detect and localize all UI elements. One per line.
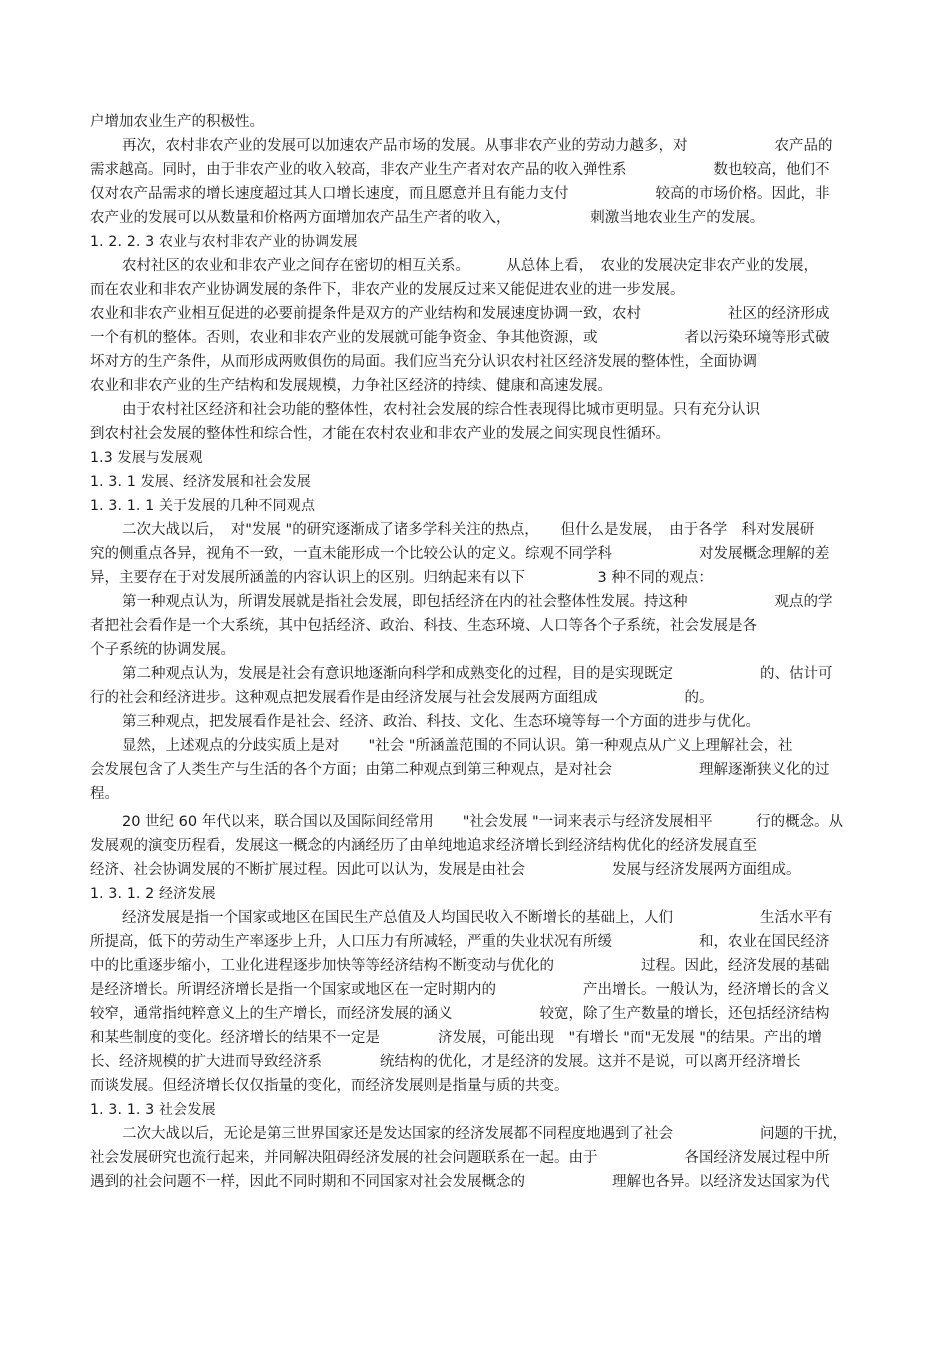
text-line: 异，主要存在于对发展所涵盖的内容认识上的区别。归纳起来有以下 3 种不同的观点： xyxy=(90,570,713,586)
section-heading: 1.3 发展与发展观 xyxy=(90,450,203,466)
text-line: 经济、社会协调发展的不断扩展过程。因此可以认为，发展是由社会 发展与经济发展两方面组成。 xyxy=(90,862,801,878)
text-line: 发展观的演变历程看，发展这一概念的内涵经历了由单纯地追求经济增长到经济结构优化的经济发展直至 xyxy=(90,838,757,854)
paragraph-start: 经济发展是指一个国家或地区在国民生产总值及人均国民收入不断增长的基础上，人们 生活水平有 xyxy=(122,910,833,926)
paragraph-start: 第一种观点认为，所谓发展就是指社会发展，即包括经济在内的社会整体性发展。持这种 观点的学 xyxy=(122,594,833,610)
text-line: 长、经济规模的扩大进而导致经济系 统结构的优化，才是经济的发展。这并不是说，可以离开经济增长 xyxy=(90,1054,801,1070)
section-heading: 1. 3. 1. 3 社会发展 xyxy=(90,1102,216,1118)
paragraph-start: 由于农村社区经济和社会功能的整体性，农村社会发展的综合性表现得比城市更明显。只有充分认识 xyxy=(122,402,760,418)
paragraph-start: 第三种观点，把发展看作是社会、经济、政治、科技、文化、生态环境等每一个方面的进步与优化。 xyxy=(122,714,760,730)
text-line: 是经济增长。所谓经济增长是指一个国家或地区在一定时期内的 产出增长。一般认为，经济增长的含义 xyxy=(90,982,830,998)
text-line: 行的社会和经济进步。这种观点把发展看作是由经济发展与社会发展两方面组成 的。 xyxy=(90,690,714,706)
text-line: 而谈发展。但经济增长仅仅指量的变化，而经济发展则是指量与质的共变。 xyxy=(90,1078,569,1094)
text-line: 较窄，通常指纯粹意义上的生产增长，而经济发展的涵义 较宽，除了生产数量的增长，还包括经济结构 xyxy=(90,1006,830,1022)
paragraph-start: 再次，农村非农产业的发展可以加速农产品市场的发展。从事非农产业的劳动力越多，对 农产品的 xyxy=(122,138,833,154)
text-line: 所提高，低下的劳动生产率逐步上升，人口压力有所减轻，严重的失业状况有所缓 和，农业在国民经济 xyxy=(90,934,830,950)
text-line: 会发展包含了人类生产与生活的各个方面；由第二种观点到第三种观点，是对社会 理解逐渐狭义化的过 xyxy=(90,762,830,778)
text-line: 一个有机的整体。否则，农业和非农产业的发展就可能争资金、争其他资源，或 者以污染环境等形式破 xyxy=(90,330,830,346)
paragraph-start: 20 世纪 60 年代以来，联合国以及国际间经常用 "社会发展 "一词来表示与经济发展相平 行的概念。从 xyxy=(122,814,844,830)
text-line: 社会发展研究也流行起来，并同解决阻碍经济发展的社会问题联系在一起。由于 各国经济发展过程中所 xyxy=(90,1150,830,1166)
text-line: 而在农业和非农产业协调发展的条件下，非农产业的发展反过来又能促进农业的进一步发展。 xyxy=(90,282,685,298)
paragraph-start: 二次大战以后，无论是第三世界国家还是发达国家的经济发展都不同程度地遇到了社会 问题的干扰， xyxy=(122,1126,847,1142)
text-line: 和某些制度的变化。经济增长的结果不一定是 济发展，可能出现 "有增长 "而"无发展 "的结果。产出的增 xyxy=(90,1030,822,1046)
section-heading: 1. 3. 1. 2 经济发展 xyxy=(90,886,216,902)
paragraph-start: 显然，上述观点的分歧实质上是对 "社会 "所涵盖范围的不同认识。第一种观点从广义上理解社会，社 xyxy=(122,738,793,754)
text-line: 农产业的发展可以从数量和价格两方面增加农产品生产者的收入， 刺激当地农业生产的发展。 xyxy=(90,210,765,226)
paragraph-start: 二次大战以后， 对"发展 "的研究逐渐成了诸多学科关注的热点， 但什么是发展， 由于各学 科对发展研 xyxy=(122,522,815,538)
text-line: 究的侧重点各异，视角不一致，一直未能形成一个比较公认的定义。综观不同学科 对发展概念理解的差 xyxy=(90,546,830,562)
text-line: 仅对农产品需求的增长速度超过其人口增长速度，而且愿意并且有能力支付 较高的市场价格。因此，非 xyxy=(90,186,830,202)
text-line: 程。 xyxy=(90,786,119,802)
text-line: 农业和非农产业相互促进的必要前提条件是双方的产业结构和发展速度协调一致，农村 社区的经济形成 xyxy=(90,306,830,322)
text-line: 农业和非农产业的生产结构和发展规模，力争社区经济的持续、健康和高速发展。 xyxy=(90,378,612,394)
text-line: 个子系统的协调发展。 xyxy=(90,642,235,658)
text-line: 需求越高。同时，由于非农产业的收入较高，非农产业生产者对农产品的收入弹性系 数也较高，他们不 xyxy=(90,162,830,178)
section-heading: 1. 2. 2. 3 农业与农村非农产业的协调发展 xyxy=(90,234,358,250)
section-heading: 1. 3. 1. 1 关于发展的几种不同观点 xyxy=(90,498,316,514)
paragraph-start: 农村社区的农业和非农产业之间存在密切的相互关系。 从总体上看， 农业的发展决定非农产业的发展， xyxy=(122,258,818,274)
text-line: 者把社会看作是一个大系统，其中包括经济、政治、科技、生态环境、人口等各个子系统，社会发展是各 xyxy=(90,618,757,634)
text-line: 坏对方的生产条件，从而形成两败俱伤的局面。我们应当充分认识农村社区经济发展的整体性，全面协调 xyxy=(90,354,757,370)
paragraph-start: 第二种观点认为，发展是社会有意识地逐渐向科学和成熟变化的过程，目的是实现既定 的、估计可 xyxy=(122,666,833,682)
text-line: 遇到的社会问题不一样，因此不同时期和不同国家对社会发展概念的 理解也各异。以经济发达国家为代 xyxy=(90,1174,830,1190)
section-heading: 1. 3. 1 发展、经济发展和社会发展 xyxy=(90,474,311,490)
text-line: 户增加农业生产的积极性。 xyxy=(90,114,264,130)
text-line: 到农村社会发展的整体性和综合性，才能在农村农业和非农产业的发展之间实现良性循环。 xyxy=(90,426,670,442)
text-line: 中的比重逐步缩小，工业化进程逐步加快等等经济结构不断变动与优化的 过程。因此，经济发展的基础 xyxy=(90,958,830,974)
